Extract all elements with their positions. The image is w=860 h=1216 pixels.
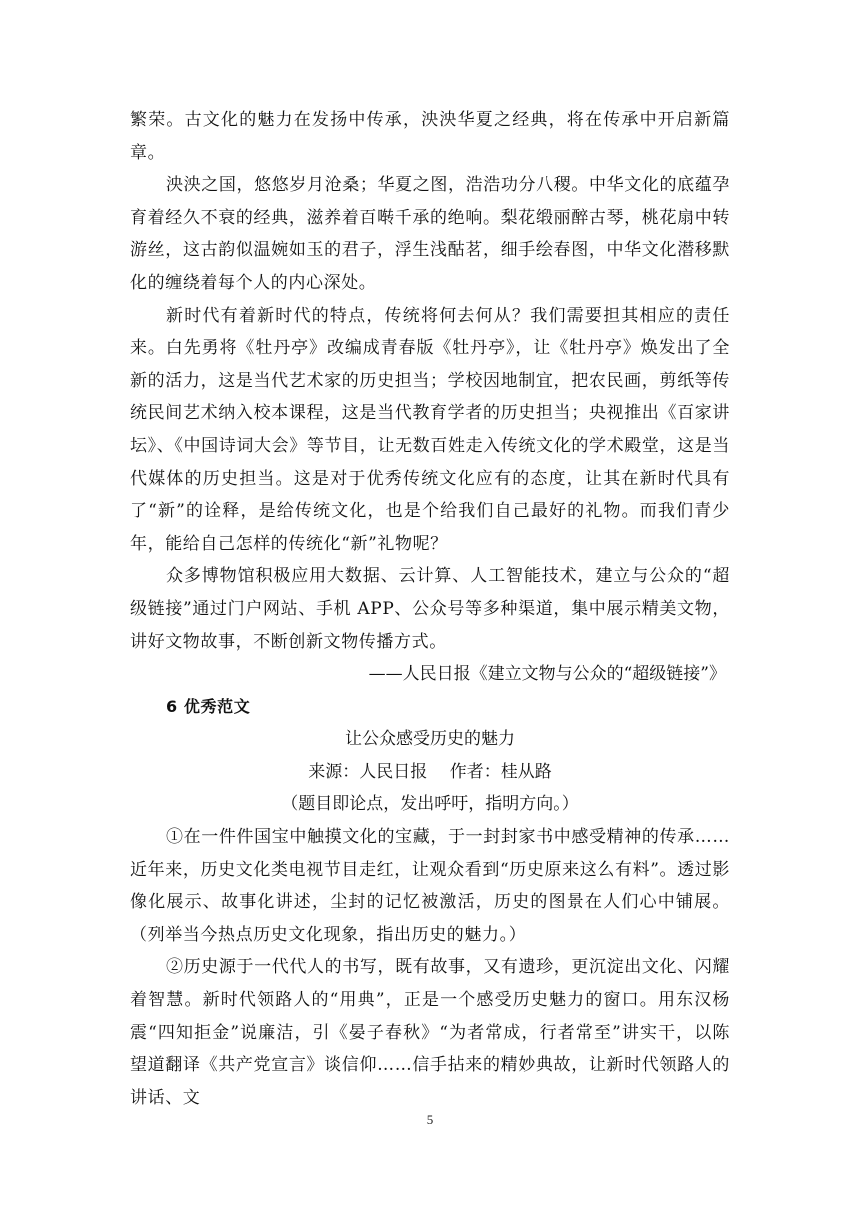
essay-paragraph-2: ②历史源于一代代人的书写，既有故事，又有遗珍，更沉淀出文化、闪耀着智慧。新时代领路人的“用典”，正是一个感受历史魅力的窗口。用东汉杨震“四知拒金”说廉洁，引《晏子春秋》“为者常成，行者常至”讲实干，以陈望道翻译《共产党宣言》谈信仰……信手拈来的精妙典故，让新时代领路人的讲话、文: [130, 957, 730, 1108]
essay-paragraph-1: ①在一件件国宝中触摸文化的宝藏，于一封封家书中感受精神的传承……近年来，历史文化类电视节目走红，让观众看到“历史原来这么有料”。透过影像化展示、故事化讲述，尘封的记忆被激活，历史的图景在人们心中铺展。（列举当今热点历史文化现象，指出历史的魅力。）: [130, 827, 730, 945]
page-content: [130, 104, 730, 1114]
section-heading: 6 优秀范文: [166, 696, 251, 716]
quote-attribution: ——人民日报《建立文物与公众的“超级链接”》: [368, 664, 726, 685]
paragraph-new-era: 新时代有着新时代的特点，传统将何去何从？我们需要担其相应的责任来。白先勇将《牡丹亭》改编成青春版《牡丹亭》，让《牡丹亭》焕发出了全新的活力，这是当代艺术家的历史担当；学校因地制宜，把农民画，剪纸等传统民间艺术纳入校本课程，这是当代教育学者的历史担当；央视推出《百家讲坛》、《中国诗词大会》等节目，让无数百姓走入传统文化的学术殿堂，这是当代媒体的历史担当。这是对于优秀传统文化应有的态度，让其在新时代具有了“新”的诠释，是给传统文化，也是个给我们自己最好的礼物。而我们青少年，能给自己怎样的传统化“新”礼物呢？: [130, 305, 730, 554]
essay-note: （题目即论点，发出呼吁，指明方向。）: [281, 794, 579, 815]
essay-title: 让公众感受历史的魅力: [345, 729, 515, 750]
paragraph-culture: 泱泱之国，悠悠岁月沧桑；华夏之图，浩浩功分八稷。中华文化的底蕴孕育着经久不衰的经典，滋养着百啭千承的绝响。梨花缎丽醉古琴，桃花扇中转游丝，这古韵似温婉如玉的君子，浮生浅酤茗，细手绘春图，中华文化潜移默化的缠绕着每个人的内心深处。: [130, 175, 730, 293]
paragraph-continuation: 繁荣。古文化的魅力在发扬中传承，泱泱华夏之经典，将在传承中开启新篇章。: [130, 110, 730, 163]
essay-source: 来源：人民日报 作者：桂从路: [308, 761, 552, 782]
page-number: 5: [426, 1112, 434, 1127]
paragraph-museums: 众多博物馆积极应用大数据、云计算、人工智能技术，建立与公众的“超级链接”通过门户网站、手机 APP、公众号等多种渠道，集中展示精美文物，讲好文物故事，不断创新文物传播方式。: [130, 566, 730, 652]
